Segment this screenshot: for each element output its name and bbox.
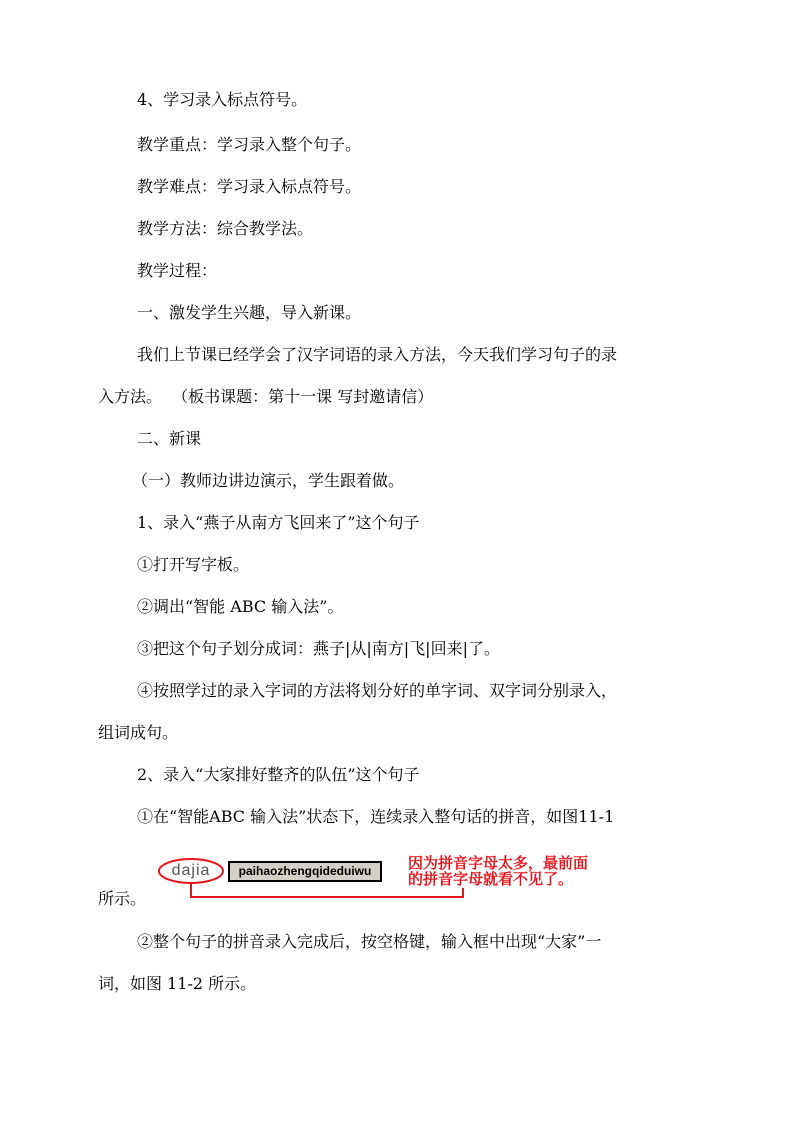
annotation-note-line: 因为拼音字母太多，最前面 xyxy=(408,854,589,872)
text-line: 所示。 xyxy=(98,889,147,908)
text-line: ②调出“智能 ABC 输入法”。 xyxy=(137,597,344,616)
pinyin-input-box: paihaozhengqideduiwu xyxy=(228,861,382,882)
text-line: 教学过程： xyxy=(137,261,218,280)
text-line: 2、录入“大家排好整齐的队伍”这个句子 xyxy=(137,765,420,784)
text-line: （一）教师边讲边演示，学生跟着做。 xyxy=(132,471,405,490)
text-line: 组词成句。 xyxy=(98,723,179,742)
text-line: 我们上节课已经学会了汉字词语的录入方法，今天我们学习句子的录 xyxy=(137,345,618,364)
text-line: 1、录入“燕子从南方飞回来了”这个句子 xyxy=(137,513,420,532)
text-line: ④按照学过的录入字词的方法将划分好的单字词、双字词分别录入， xyxy=(137,681,618,700)
text-line: ①打开写字板。 xyxy=(137,555,250,574)
annotation-note-line: 的拼音字母就看不见了。 xyxy=(408,870,574,888)
text-line: ②整个句子的拼音录入完成后，按空格键，输入框中出现“大家”一 xyxy=(137,932,602,951)
annotation-note xyxy=(408,855,678,887)
text-line: 教学方法：综合教学法。 xyxy=(137,219,314,238)
visible-pinyin-label: dajia xyxy=(171,862,211,879)
text-line: 4、学习录入标点符号。 xyxy=(137,90,308,109)
text-line: 教学重点：学习录入整个句子。 xyxy=(137,135,362,154)
text-line: ③把这个句子划分成词：燕子|从|南方|飞|回来|了。 xyxy=(137,639,500,658)
text-line: 教学难点：学习录入标点符号。 xyxy=(137,177,362,196)
text-line: 入方法。 （板书课题：第十一课 写封邀请信） xyxy=(98,387,434,406)
text-line: 词，如图 11-2 所示。 xyxy=(98,974,257,993)
section-heading: 二、新课 xyxy=(137,429,202,448)
text-line: ①在“智能ABC 输入法”状态下，连续录入整句话的拼音，如图11-1 xyxy=(137,807,615,826)
section-heading: 一、激发学生兴趣，导入新课。 xyxy=(137,303,362,322)
